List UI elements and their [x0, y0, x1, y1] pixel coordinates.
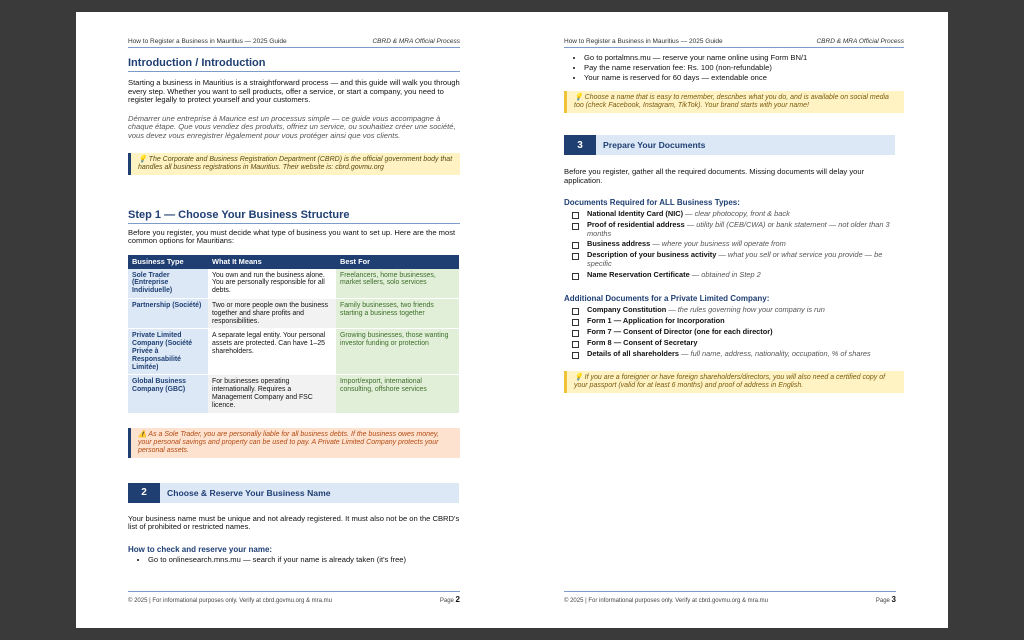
doc-name: National Identity Card (NIC) [587, 209, 684, 219]
cbrd-note-text: The Corporate and Business Registration Department (CBRD) is the official government body that handles all business registrations in Mauritius. Their website is: cbrd.govmu.org [138, 155, 453, 171]
foreigner-note-text: If you are a foreigner or have foreign shareholders/directors, you will also need a certified copy of your passport (valid for at least 6 months) and proof of address in English. [574, 373, 886, 389]
checklist-item [572, 240, 904, 249]
page-label: Page [875, 598, 890, 604]
running-footer [564, 591, 896, 604]
checkbox-icon [572, 308, 579, 315]
name-check-subheading: How to check and reserve your name: [128, 544, 273, 554]
page-number-value: 3 [891, 595, 896, 604]
lightbulb-icon: 💡 [138, 155, 147, 163]
header-source: CBRD & MRA Official Process [372, 38, 460, 45]
name-tip [564, 91, 904, 113]
checkbox-icon [572, 242, 579, 249]
page-2 [76, 12, 512, 628]
header-title: How to Register a Business in Mauritius — 2025 Guide [128, 38, 287, 45]
step2-number: 2 [128, 483, 160, 503]
checkbox-icon [572, 319, 579, 326]
step1-heading: Step 1 — Choose Your Business Structure [128, 209, 460, 224]
checkbox-icon [572, 253, 579, 260]
checklist-item [572, 317, 904, 326]
table-row [128, 269, 459, 299]
step3-banner [564, 135, 895, 155]
warning-icon: ⚠️ [138, 430, 147, 438]
list-item: • Your name is reserved for 60 days — extendable once [584, 73, 904, 83]
step3-paragraph: Before you register, gather all the required documents. Missing documents will delay your application. [564, 167, 865, 185]
checklist-item [572, 328, 904, 337]
checkbox-icon [572, 330, 579, 337]
doc-name: Form 8 — Consent of Secretary [587, 337, 698, 347]
table-cell: Freelancers, home businesses, market sellers, solo services [336, 269, 459, 299]
checkbox-icon [572, 212, 579, 219]
checkbox-icon [572, 341, 579, 348]
table-cell: You own and run the business alone. You are personally responsible for all debts. [208, 269, 336, 299]
plc-docs-checklist [564, 306, 904, 359]
table-cell: Partnership (Société) [128, 298, 208, 328]
all-docs-subheading: Documents Required for ALL Business Types: [564, 198, 740, 208]
table-cell: Global Business Company (GBC) [128, 375, 208, 413]
doc-desc: — obtained in Step 2 [691, 269, 761, 279]
step3-title: Prepare Your Documents [596, 135, 895, 155]
running-header [564, 38, 904, 48]
header-title: How to Register a Business in Mauritius — 2025 Guide [564, 38, 723, 45]
checkbox-icon [572, 273, 579, 280]
doc-desc: — utility bill (CEB/CWA) or bank statement — not older than 3 months [587, 220, 890, 238]
foreigner-note [564, 371, 904, 393]
list-item: • Go to onlinesearch.mns.mu — search if your name is already taken (it's free) [148, 555, 460, 565]
doc-name: Name Reservation Certificate [587, 269, 690, 279]
doc-desc: — where your business will operate from [652, 239, 786, 249]
table-cell: Sole Trader (Entreprise Individuelle) [128, 269, 208, 299]
name-check-list [128, 555, 460, 565]
table-cell: Import/export, international consulting, offshore services [336, 375, 459, 413]
doc-desc: — clear photocopy, front & back [685, 209, 790, 219]
table-cell: Family businesses, two friends starting a business together [336, 298, 459, 328]
column-header: What It Means [208, 255, 336, 269]
doc-name: Form 1 — Application for Incorporation [587, 315, 725, 325]
page-label: Page [439, 598, 454, 604]
checklist-item [572, 339, 904, 348]
table-header-row [128, 255, 459, 269]
doc-desc: — the rules governing how your company is run [668, 304, 825, 314]
checkbox-icon [572, 223, 579, 230]
intro-paragraph-en: Starting a business in Mauritius is a straightforward process — and this guide will walk you through every step. Whether you want to sell products, offer a service, or start a company, you need to register legally to protect yourself and your customers. [128, 78, 460, 105]
page-3 [512, 12, 948, 628]
page-number [440, 595, 460, 604]
table-cell: A separate legal entity. Your personal assets are protected. Can have 1–25 shareholders. [208, 329, 336, 375]
table-cell: Private Limited Company (Société Privée à Responsabilité Limitée) [128, 329, 208, 375]
table-cell: For businesses operating internationally. Requires a Management Company and FSC licence. [208, 375, 336, 413]
footer-disclaimer: © 2025 | For informational purposes only. Verify at cbrd.govmu.org & mra.mu [128, 598, 332, 604]
doc-name: Business address [587, 239, 651, 249]
doc-name: Company Constitution [587, 304, 667, 314]
all-docs-checklist [564, 210, 904, 279]
list-item: • Pay the name reservation fee: Rs. 100 (non-refundable) [584, 63, 904, 73]
lightbulb-icon: 💡 [574, 94, 583, 101]
column-header: Best For [336, 255, 459, 269]
liability-warning-text: As a Sole Trader, you are personally liable for all business debts. If the business owes money, your personal savings and property can be used to pay. A Private Limited Company protects your personal assets. [138, 430, 439, 454]
step2-title: Choose & Reserve Your Business Name [160, 483, 459, 503]
header-source: CBRD & MRA Official Process [816, 38, 904, 45]
doc-desc: — full name, address, nationality, occupation, % of shares [681, 348, 871, 358]
step1-paragraph: Before you register, you must decide what type of business you want to set up. Here are the most common options for Mauritians: [128, 227, 456, 246]
table-row [128, 375, 459, 413]
table-cell: Two or more people own the business together and share profits and responsibilities. [208, 298, 336, 328]
intro-heading: Introduction / Introduction [128, 57, 460, 72]
step3-number: 3 [564, 135, 596, 155]
checklist-item [572, 221, 904, 238]
cbrd-note [128, 153, 460, 175]
doc-name: Details of all shareholders [587, 348, 680, 358]
footer-disclaimer: © 2025 | For informational purposes only. Verify at cbrd.govmu.org & mra.mu [564, 598, 768, 604]
checkbox-icon [572, 352, 579, 359]
running-header [128, 38, 460, 48]
intro-paragraph-fr: Démarrer une entreprise à Maurice est un processus simple — ce guide vous accompagne à chaque étape. Que vous vendiez des produits, offriez un service, ou souhaitiez créer une société, vous devez vous enregistrer légalement pour vous protéger ainsi que vos clients. [128, 113, 456, 140]
name-reserve-list [564, 53, 904, 83]
doc-name: Form 7 — Consent of Director (one for each director) [587, 326, 773, 336]
doc-desc: — what you sell or what service you provide — be specific [587, 250, 883, 268]
running-footer [128, 591, 460, 604]
lightbulb-icon: 💡 [574, 373, 583, 381]
list-item: • Go to portalmns.mu — reserve your name online using Form BN/1 [584, 53, 904, 63]
checklist-item [572, 306, 904, 315]
checklist-item [572, 251, 904, 268]
business-structure-table [128, 255, 459, 414]
page-number [876, 595, 896, 604]
doc-name: Description of your business activity [587, 250, 717, 260]
name-tip-text: Choose a name that is easy to remember, describes what you do, and is available on social media too (check Facebook, Instagram, TikTok). Your brand starts with your name! [574, 94, 889, 109]
step2-banner [128, 483, 459, 503]
document-spread [76, 12, 948, 628]
table-row [128, 298, 459, 328]
checklist-item [572, 210, 904, 219]
plc-docs-subheading: Additional Documents for a Private Limited Company: [564, 293, 770, 303]
step2-paragraph: Your business name must be unique and not already registered. It must also not be on the CBRD's list of prohibited or restricted names. [128, 513, 460, 532]
checklist-item [572, 271, 904, 280]
doc-name: Proof of residential address [587, 220, 685, 230]
liability-warning [128, 428, 460, 458]
page-number-value: 2 [455, 595, 460, 604]
table-row [128, 329, 459, 375]
table-cell: Growing businesses, those wanting investor funding or protection [336, 329, 459, 375]
column-header: Business Type [128, 255, 208, 269]
checklist-item [572, 350, 904, 359]
